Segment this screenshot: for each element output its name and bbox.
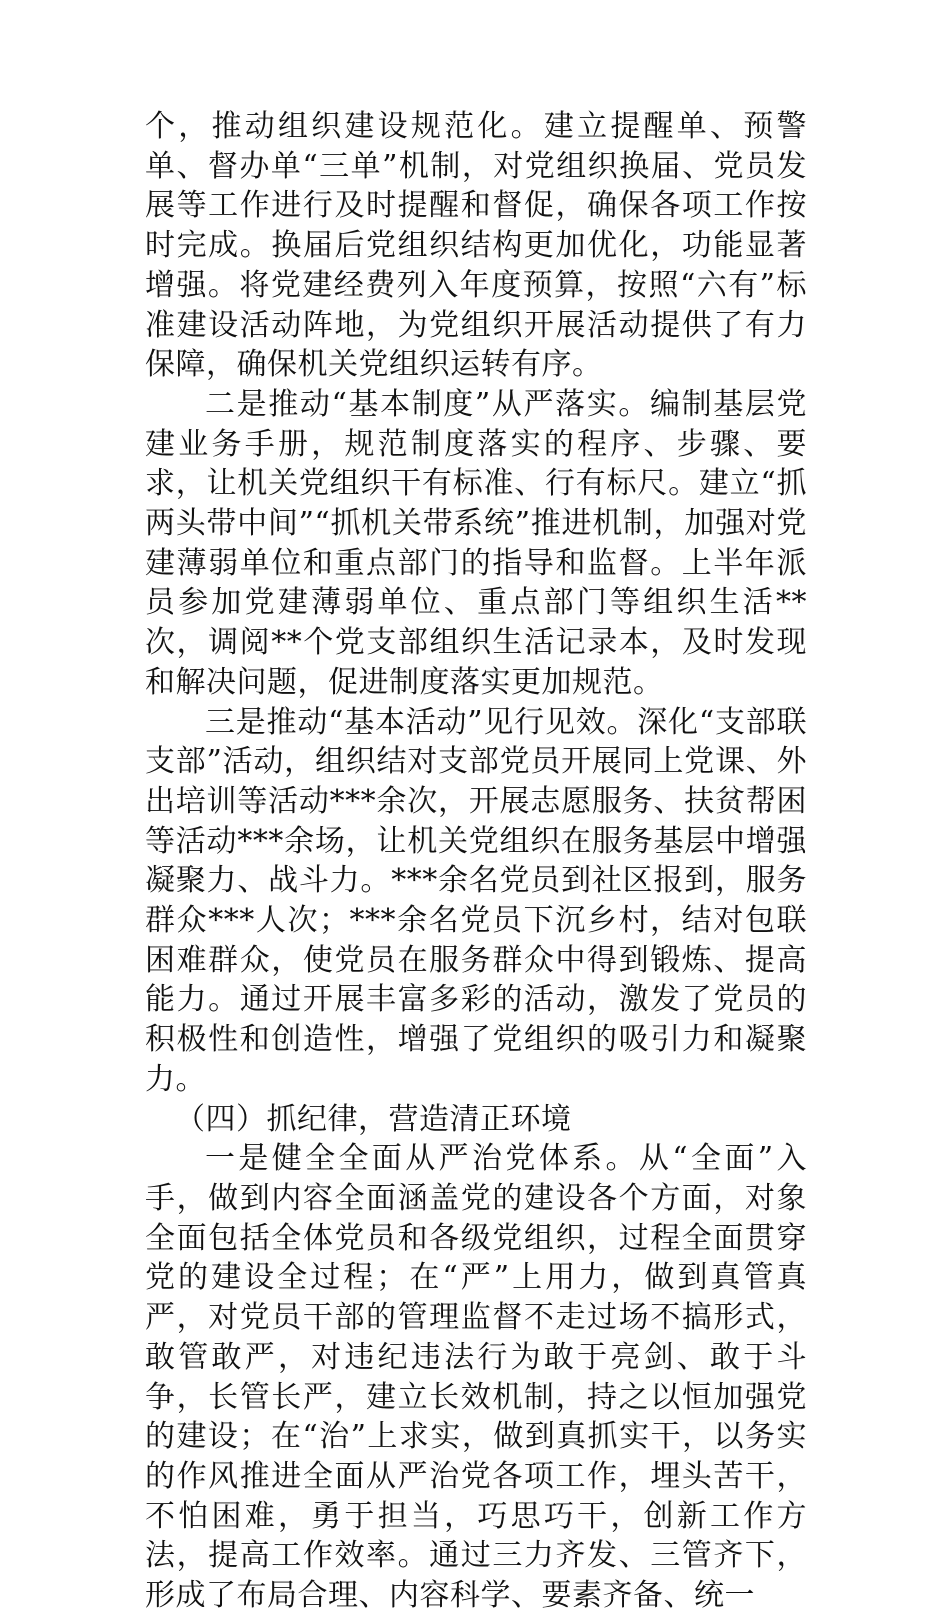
document-body <box>145 107 807 1616</box>
paragraph-strict-governance: 一是健全全面从严治党体系。从“全面”入手，做到内容全面涵盖党的建设各个方面，对象全面包括全体党员和各级党组织，过程全面贯穿党的建设全过程；在“严”上用力，做到真管真严，对党员干部的管理监督不走过场不搞形式，敢管敢严，对违纪违法行为敢于亮剑、敢于斗争，长管长严，建立长效机制，持之以恒加强党的建设；在“治”上求实，做到真抓实干，以务实的作风推进全面从严治党各项工作，埋头苦干，不怕困难，勇于担当，巧思巧干，创新工作方法，提高工作效率。通过三力齐发、三管齐下，形成了布局合理、内容科学、要素齐备、统一 <box>145 1141 807 1614</box>
paragraph-continuation: 个，推动组织建设规范化。建立提醒单、预警单、督办单“三单”机制，对党组织换届、党员发展等工作进行及时提醒和督促，确保各项工作按时完成。换届后党组织结构更加优化，功能显著增强。将党建经费列入年度预算，按照“六有”标准建设活动阵地，为党组织开展活动提供了有力保障，确保机关党组织运转有序。 <box>145 109 807 383</box>
paragraph-basic-system: 二是推动“基本制度”从严落实。编制基层党建业务手册，规范制度落实的程序、步骤、要求，让机关党组织干有标准、行有标尺。建立“抓两头带中间”“抓机关带系统”推进机制，加强对党建薄弱单位和重点部门的指导和监督。上半年派员参加党建薄弱单位、重点部门等组织生活**次，调阅**个党支部组织生活记录本，及时发现和解决问题，促进制度落实更加规范。 <box>145 386 807 700</box>
section-heading-discipline: （四）抓纪律，营造清正环境 <box>175 1101 572 1137</box>
paragraph-basic-activities: 三是推动“基本活动”见行见效。深化“支部联支部”活动，组织结对支部党员开展同上党课、外出培训等活动***余次，开展志愿服务、扶贫帮困等活动***余场，让机关党组织在服务基层中增强凝聚力、战斗力。***余名党员到社区报到，服务群众***人次；***余名党员下沉乡村，结对包联困难群众，使党员在服务群众中得到锻炼、提高能力。通过开展丰富多彩的活动，激发了党员的积极性和创造性，增强了党组织的吸引力和凝聚力。 <box>145 704 807 1097</box>
